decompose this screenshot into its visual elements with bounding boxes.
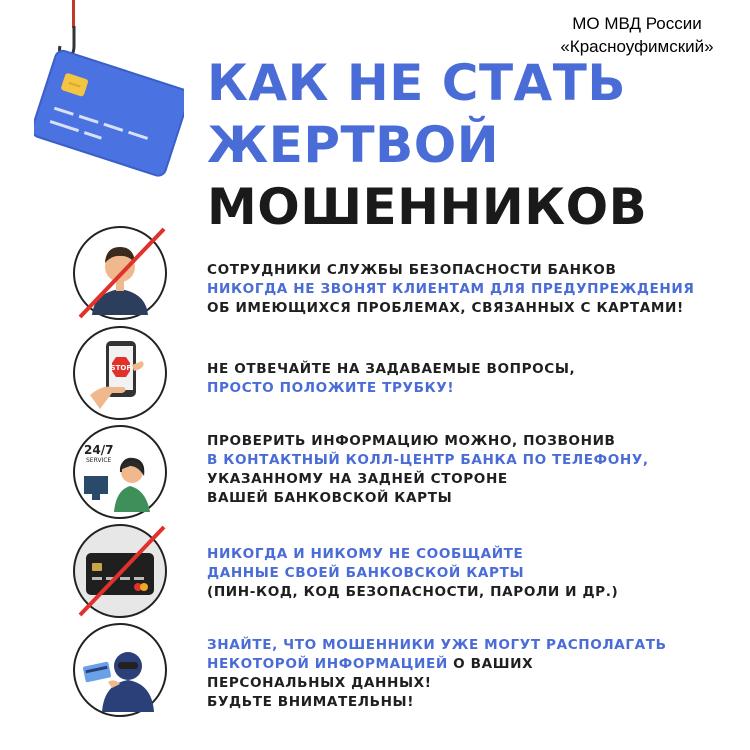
bank-card-crossed-icon — [72, 523, 168, 619]
tip-text-5 — [207, 636, 667, 712]
title-line-3: МОШЕННИКОВ — [207, 178, 648, 236]
tip-4-line-1: НИКОГДА И НИКОМУ НЕ СООБЩАЙТЕ — [207, 546, 524, 562]
hacker-icon — [72, 622, 168, 718]
security-officer-crossed-icon — [72, 225, 168, 321]
tip-1-line-2: НИКОГДА НЕ ЗВОНЯТ КЛИЕНТАМ ДЛЯ ПРЕДУПРЕЖДЕНИЯ — [207, 281, 695, 297]
title-line-1: КАК НЕ СТАТЬ — [207, 54, 626, 112]
tip-4-line-2: ДАННЫЕ СВОЕЙ БАНКОВСКОЙ КАРТЫ — [207, 565, 525, 581]
tip-5-line-2-rest: О ВАШИХ — [447, 656, 534, 672]
tip-5-line-1: ЗНАЙТЕ, ЧТО МОШЕННИКИ УЖЕ МОГУТ РАСПОЛАГАТЬ — [207, 637, 667, 653]
tip-2-line-1: НЕ ОТВЕЧАЙТЕ НА ЗАДАВАЕМЫЕ ВОПРОСЫ, — [207, 361, 576, 377]
tip-2-line-2: ПРОСТО ПОЛОЖИТЕ ТРУБКУ! — [207, 380, 455, 396]
svg-text:STOP: STOP — [110, 364, 132, 372]
org-line-1: МО МВД России — [572, 14, 702, 33]
phone-stop-icon — [72, 325, 168, 421]
tip-3-line-1: ПРОВЕРИТЬ ИНФОРМАЦИЮ МОЖНО, ПОЗВОНИВ — [207, 433, 616, 449]
title-line-2: ЖЕРТВОЙ — [207, 116, 500, 174]
tip-text-4 — [207, 545, 618, 602]
org-line-2: «Красноуфимский» — [560, 37, 714, 56]
tip-5-line-3: ПЕРСОНАЛЬНЫХ ДАННЫХ! — [207, 675, 432, 691]
tip-5-line-2-accent: НЕКОТОРОЙ ИНФОРМАЦИЕЙ — [207, 656, 448, 672]
tip-text-1 — [207, 261, 694, 318]
hooked-bank-card-icon — [34, 48, 184, 188]
tip-text-2 — [207, 360, 575, 398]
tip-4-line-3: (ПИН-КОД, КОД БЕЗОПАСНОСТИ, ПАРОЛИ И ДР.) — [207, 584, 619, 600]
call-center-operator-icon — [72, 424, 168, 520]
tip-5-line-2 — [207, 655, 667, 674]
tip-1-line-1: СОТРУДНИКИ СЛУЖБЫ БЕЗОПАСНОСТИ БАНКОВ — [207, 262, 617, 278]
tip-text-3 — [207, 432, 649, 508]
tip-3-line-2: В КОНТАКТНЫЙ КОЛЛ-ЦЕНТР БАНКА ПО ТЕЛЕФОНУ, — [207, 452, 649, 468]
tip-3-line-3: УКАЗАННОМУ НА ЗАДНЕЙ СТОРОНЕ — [207, 471, 508, 487]
badge-service: SERVICE — [86, 457, 112, 464]
tip-3-line-4: ВАШЕЙ БАНКОВСКОЙ КАРТЫ — [207, 490, 453, 506]
badge-24-7: 24/7 — [84, 443, 114, 457]
tip-5-line-4: БУДЬТЕ ВНИМАТЕЛЬНЫ! — [207, 694, 415, 710]
tip-1-line-3: ОБ ИМЕЮЩИХСЯ ПРОБЛЕМАХ, СВЯЗАННЫХ С КАРТАМИ! — [207, 300, 684, 316]
page-title — [207, 52, 647, 238]
